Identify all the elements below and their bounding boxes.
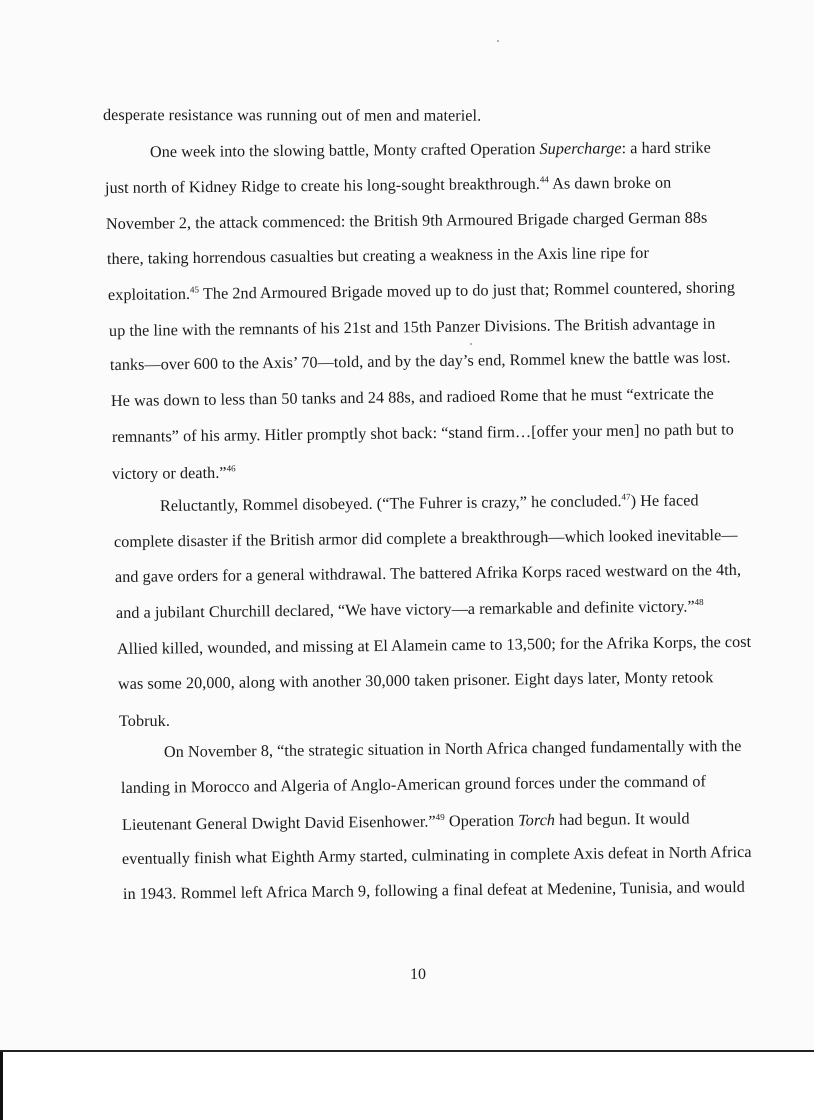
- page-number: 10: [410, 966, 426, 983]
- footnote-ref: 47: [621, 491, 631, 502]
- footnote-ref: 48: [694, 596, 704, 608]
- text-line: On November 8, “the strategic situation in North Africa changed fundamentally with the: [163, 736, 742, 761]
- scan-speck: [470, 343, 472, 345]
- text-line: remnants” of his army. Hitler promptly shot back: “stand firm…[offer your men] no path but to: [111, 420, 734, 446]
- italic-text: Supercharge: [539, 139, 622, 158]
- scan-speck: [497, 40, 499, 42]
- text-line: complete disaster if the British armor did complete a breakthrough—which looked inevitable—: [113, 525, 738, 551]
- text-line: tanks—over 600 to the Axis’ 70—told, and by the day’s end, Rommel knew the battle was lost.: [109, 348, 731, 374]
- text-line: in 1943. Rommel left Africa March 9, following a final defeat at Medenine, Tunisia, and would: [122, 877, 745, 903]
- text-line: landing in Morocco and Algeria of Anglo-American ground forces under the command of: [120, 772, 707, 797]
- scan-background: [3, 1052, 814, 1120]
- footnote-ref: 44: [539, 174, 549, 185]
- text-line: and a jubilant Churchill declared, “We have victory—a remarkable and definite victory.”$^{48}$: [115, 596, 704, 622]
- text-line: and gave orders for a general withdrawal. The battered Afrika Korps raced westward on the 4th,: [114, 560, 742, 586]
- text-line: victory or death.”$^{46}$: [111, 463, 236, 483]
- text-line: He was down to less than 50 tanks and 24 88s, and radioed Rome that he must “extricate the: [110, 384, 714, 410]
- scan-border: [0, 1052, 3, 1120]
- footnote-ref: 49: [435, 811, 445, 823]
- text-line: eventually finish what Eighth Army started, culminating in complete Axis defeat in North Africa: [121, 842, 752, 868]
- text-line: was some 20,000, along with another 30,000 taken prisoner. Eight days later, Monty retook: [117, 668, 714, 693]
- text-line: exploitation.$^{45}$ The 2nd Armoured Brigade moved up to do just that; Rommel countered, shoring: [107, 278, 736, 304]
- italic-text: Torch: [518, 811, 556, 830]
- text-line: just north of Kidney Ridge to create his long-sought breakthrough.$^{44}$ As dawn broke on: [104, 173, 672, 197]
- text-line: Tobruk.: [119, 712, 170, 730]
- text-line: Reluctantly, Rommel disobeyed. (“The Fuhrer is crazy,” he concluded.$^{47}$) He faced: [159, 491, 699, 515]
- text-line: Lieutenant General Dwight David Eisenhower.”$^{49}$ Operation Torch had begun. It would: [121, 809, 690, 834]
- footnote-ref: 45: [189, 284, 200, 295]
- text-line: there, taking horrendous casualties but creating a weakness in the Axis line ripe for: [106, 243, 649, 268]
- text-line: up the line with the remnants of his 21st and 15th Panzer Divisions. The British advantage in: [108, 314, 716, 340]
- text-line: Allied killed, wounded, and missing at El Alamein came to 13,500; for the Afrika Korps, the cost: [116, 632, 752, 658]
- text-line: One week into the slowing battle, Monty crafted Operation Supercharge: a hard strike: [149, 138, 711, 161]
- text-line: desperate resistance was running out of men and materiel.: [102, 106, 482, 125]
- footnote-ref: 46: [226, 463, 236, 474]
- text-line: November 2, the attack commenced: the British 9th Armoured Brigade charged German 88s: [105, 208, 708, 233]
